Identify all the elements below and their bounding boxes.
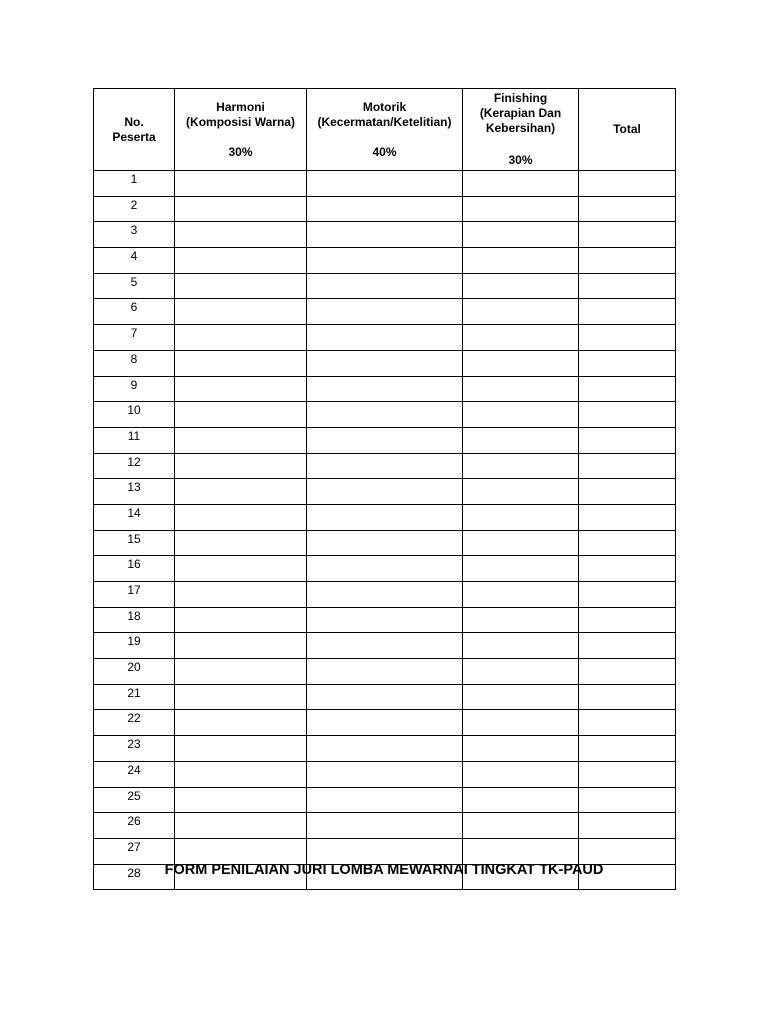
participant-number: 16 <box>94 556 175 582</box>
total-score-cell <box>579 402 676 428</box>
table-row <box>94 325 676 351</box>
harmoni-score-cell <box>175 504 307 530</box>
header-motorik-weight: 40% <box>372 144 397 159</box>
table-row <box>94 582 676 608</box>
participant-number: 9 <box>94 376 175 402</box>
harmoni-score-cell <box>175 427 307 453</box>
table-row <box>94 684 676 710</box>
motorik-score-cell <box>307 787 463 813</box>
finishing-score-cell <box>463 222 579 248</box>
participant-number: 4 <box>94 248 175 274</box>
finishing-score-cell <box>463 659 579 685</box>
header-no-peserta <box>94 89 175 171</box>
participant-number: 18 <box>94 607 175 633</box>
participant-number: 6 <box>94 299 175 325</box>
harmoni-score-cell <box>175 556 307 582</box>
motorik-score-cell <box>307 196 463 222</box>
motorik-score-cell <box>307 582 463 608</box>
harmoni-score-cell <box>175 325 307 351</box>
header-motorik-spacer <box>307 130 462 145</box>
score-table-header <box>94 89 676 171</box>
table-row <box>94 607 676 633</box>
total-score-cell <box>579 350 676 376</box>
finishing-score-cell <box>463 299 579 325</box>
motorik-score-cell <box>307 453 463 479</box>
total-score-cell <box>579 659 676 685</box>
header-motorik-title: Motorik <box>362 99 407 114</box>
total-score-cell <box>579 633 676 659</box>
participant-number: 2 <box>94 196 175 222</box>
finishing-score-cell <box>463 350 579 376</box>
harmoni-score-cell <box>175 787 307 813</box>
participant-number: 3 <box>94 222 175 248</box>
total-score-cell <box>579 556 676 582</box>
harmoni-score-cell <box>175 530 307 556</box>
total-score-cell <box>579 171 676 197</box>
header-finishing <box>463 89 579 171</box>
participant-number: 19 <box>94 633 175 659</box>
header-total-label: Total <box>613 122 641 136</box>
motorik-score-cell <box>307 813 463 839</box>
total-score-cell <box>579 504 676 530</box>
participant-number: 15 <box>94 530 175 556</box>
total-score-cell <box>579 196 676 222</box>
motorik-score-cell <box>307 710 463 736</box>
total-score-cell <box>579 530 676 556</box>
finishing-score-cell <box>463 813 579 839</box>
header-no-line1: No. <box>124 114 144 129</box>
total-score-cell <box>579 582 676 608</box>
total-score-cell <box>579 299 676 325</box>
motorik-score-cell <box>307 504 463 530</box>
header-harmoni-subtitle: (Komposisi Warna) <box>186 114 295 129</box>
table-row <box>94 427 676 453</box>
motorik-score-cell <box>307 299 463 325</box>
header-total <box>579 89 676 171</box>
table-row <box>94 787 676 813</box>
header-harmoni-spacer <box>175 130 306 145</box>
motorik-score-cell <box>307 530 463 556</box>
header-motorik-subtitle: (Kecermatan/Ketelitian) <box>317 114 452 129</box>
motorik-score-cell <box>307 684 463 710</box>
table-row <box>94 350 676 376</box>
motorik-score-cell <box>307 427 463 453</box>
table-row <box>94 659 676 685</box>
header-finishing-title: Finishing <box>493 91 548 105</box>
motorik-score-cell <box>307 376 463 402</box>
total-score-cell <box>579 453 676 479</box>
participant-number: 28 <box>94 864 175 890</box>
harmoni-score-cell <box>175 659 307 685</box>
harmoni-score-cell <box>175 248 307 274</box>
total-score-cell <box>579 273 676 299</box>
table-row <box>94 761 676 787</box>
participant-number: 22 <box>94 710 175 736</box>
table-row <box>94 171 676 197</box>
total-score-cell <box>579 684 676 710</box>
total-score-cell <box>579 427 676 453</box>
motorik-score-cell <box>307 248 463 274</box>
motorik-score-cell <box>307 479 463 505</box>
participant-number: 8 <box>94 350 175 376</box>
header-finishing-weight: 30% <box>508 153 533 167</box>
header-row <box>94 89 676 171</box>
header-no-line2: Peserta <box>112 129 156 144</box>
header-finishing-subtitle-2: Kebersihan) <box>485 121 556 135</box>
participant-number: 5 <box>94 273 175 299</box>
harmoni-score-cell <box>175 582 307 608</box>
finishing-score-cell <box>463 582 579 608</box>
table-row <box>94 273 676 299</box>
finishing-score-cell <box>463 607 579 633</box>
finishing-score-cell <box>463 761 579 787</box>
finishing-score-cell <box>463 736 579 762</box>
harmoni-score-cell <box>175 479 307 505</box>
participant-number: 7 <box>94 325 175 351</box>
motorik-score-cell <box>307 171 463 197</box>
table-row <box>94 504 676 530</box>
score-table <box>93 88 676 890</box>
table-row <box>94 453 676 479</box>
table-row <box>94 376 676 402</box>
header-finishing-subtitle-1: (Kerapian Dan <box>479 106 562 120</box>
motorik-score-cell <box>307 736 463 762</box>
harmoni-score-cell <box>175 761 307 787</box>
header-finishing-spacer <box>463 136 578 153</box>
total-score-cell <box>579 248 676 274</box>
harmoni-score-cell <box>175 273 307 299</box>
finishing-score-cell <box>463 402 579 428</box>
participant-number: 1 <box>94 171 175 197</box>
finishing-score-cell <box>463 633 579 659</box>
total-score-cell <box>579 607 676 633</box>
total-score-cell <box>579 761 676 787</box>
harmoni-score-cell <box>175 710 307 736</box>
participant-number: 17 <box>94 582 175 608</box>
harmoni-score-cell <box>175 453 307 479</box>
table-row <box>94 222 676 248</box>
finishing-score-cell <box>463 556 579 582</box>
motorik-score-cell <box>307 350 463 376</box>
harmoni-score-cell <box>175 402 307 428</box>
motorik-score-cell <box>307 325 463 351</box>
table-row <box>94 402 676 428</box>
table-row <box>94 710 676 736</box>
motorik-score-cell <box>307 556 463 582</box>
finishing-score-cell <box>463 710 579 736</box>
table-row <box>94 248 676 274</box>
finishing-score-cell <box>463 453 579 479</box>
total-score-cell <box>579 479 676 505</box>
harmoni-score-cell <box>175 222 307 248</box>
participant-number: 25 <box>94 787 175 813</box>
header-harmoni <box>175 89 307 171</box>
harmoni-score-cell <box>175 299 307 325</box>
motorik-score-cell <box>307 659 463 685</box>
participant-number: 20 <box>94 659 175 685</box>
harmoni-score-cell <box>175 607 307 633</box>
total-score-cell <box>579 325 676 351</box>
table-row <box>94 633 676 659</box>
harmoni-score-cell <box>175 376 307 402</box>
total-score-cell <box>579 710 676 736</box>
participant-number: 10 <box>94 402 175 428</box>
finishing-score-cell <box>463 504 579 530</box>
finishing-score-cell <box>463 787 579 813</box>
total-score-cell <box>579 813 676 839</box>
motorik-score-cell <box>307 402 463 428</box>
motorik-score-cell <box>307 761 463 787</box>
participant-number: 21 <box>94 684 175 710</box>
header-harmoni-weight: 30% <box>228 144 253 159</box>
total-score-cell <box>579 222 676 248</box>
harmoni-score-cell <box>175 350 307 376</box>
participant-number: 12 <box>94 453 175 479</box>
table-row <box>94 813 676 839</box>
table-row <box>94 299 676 325</box>
table-row <box>94 736 676 762</box>
participant-number: 26 <box>94 813 175 839</box>
finishing-score-cell <box>463 684 579 710</box>
motorik-score-cell <box>307 633 463 659</box>
finishing-score-cell <box>463 479 579 505</box>
form-title: FORM PENILAIAN JURI LOMBA MEWARNAI TINGKAT TK-PAUD <box>164 862 604 878</box>
motorik-score-cell <box>307 222 463 248</box>
participant-number: 27 <box>94 838 175 864</box>
harmoni-score-cell <box>175 813 307 839</box>
participant-number: 23 <box>94 736 175 762</box>
motorik-score-cell <box>307 607 463 633</box>
finishing-score-cell <box>463 248 579 274</box>
total-score-cell <box>579 376 676 402</box>
finishing-score-cell <box>463 171 579 197</box>
finishing-score-cell <box>463 273 579 299</box>
header-harmoni-title: Harmoni <box>216 99 265 114</box>
header-motorik <box>307 89 463 171</box>
harmoni-score-cell <box>175 736 307 762</box>
finishing-score-cell <box>463 530 579 556</box>
finishing-score-cell <box>463 427 579 453</box>
participant-number: 14 <box>94 504 175 530</box>
table-row <box>94 479 676 505</box>
harmoni-score-cell <box>175 196 307 222</box>
harmoni-score-cell <box>175 633 307 659</box>
participant-number: 11 <box>94 427 175 453</box>
finishing-score-cell <box>463 196 579 222</box>
participant-number: 13 <box>94 479 175 505</box>
harmoni-score-cell <box>175 684 307 710</box>
total-score-cell <box>579 787 676 813</box>
harmoni-score-cell <box>175 171 307 197</box>
finishing-score-cell <box>463 376 579 402</box>
finishing-score-cell <box>463 325 579 351</box>
participant-number: 24 <box>94 761 175 787</box>
score-table-body <box>94 171 676 890</box>
table-row <box>94 196 676 222</box>
total-score-cell <box>579 736 676 762</box>
table-row <box>94 556 676 582</box>
table-row <box>94 530 676 556</box>
motorik-score-cell <box>307 273 463 299</box>
